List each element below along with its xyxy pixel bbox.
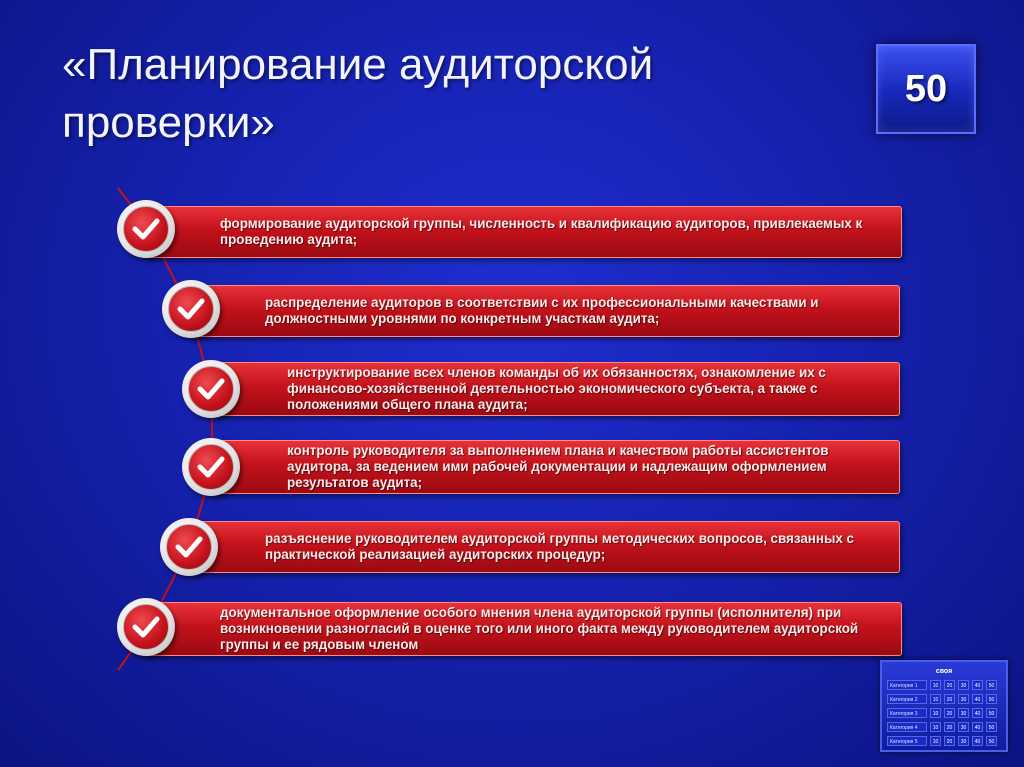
thumbnail-value: 10: [930, 680, 941, 690]
thumbnail-value: 20: [944, 694, 955, 704]
thumbnail-value: 20: [944, 736, 955, 746]
thumbnail-row: [887, 720, 1001, 734]
checkmark-icon: [162, 280, 220, 338]
list-item-bar: [145, 602, 902, 656]
thumbnail-value: 40: [972, 708, 983, 718]
list-item-text: разъяснение руководителем аудиторской группы методических вопросов, связанных с практической реализацией аудиторских процедур;: [265, 531, 854, 562]
thumbnail-category: Категория 4: [887, 722, 927, 732]
list-item-bar: [190, 285, 900, 337]
thumbnail-value: 50: [986, 722, 997, 732]
game-board-thumbnail[interactable]: [880, 660, 1008, 752]
thumbnail-row: [887, 692, 1001, 706]
thumbnail-value: 30: [958, 680, 969, 690]
timeline-line: [118, 188, 212, 670]
thumbnail-row: [887, 706, 1001, 720]
checkmark-icon: [117, 200, 175, 258]
thumbnail-value: 10: [930, 708, 941, 718]
thumbnail-row: [887, 678, 1001, 692]
thumbnail-value: 50: [986, 736, 997, 746]
thumbnail-value: 40: [972, 722, 983, 732]
checkmark-icon: [117, 598, 175, 656]
list-item-bar: [212, 440, 900, 494]
list-item-text: формирование аудиторской группы, численность и квалификацию аудиторов, привлекаемых к проведению аудита;: [220, 216, 863, 247]
thumbnail-category: Категория 2: [887, 694, 927, 704]
list-item-text: инструктирование всех членов команды об их обязанностях, ознакомление их с финансово-хозяйственной деятельностью экономического субъекта, а также с положениями общего плана аудита;: [287, 365, 826, 412]
thumbnail-category: Категория 3: [887, 708, 927, 718]
thumbnail-value: 30: [958, 708, 969, 718]
thumbnail-value: 20: [944, 680, 955, 690]
thumbnail-value: 40: [972, 680, 983, 690]
list-item-bar: [190, 521, 900, 573]
checkmark-icon: [160, 518, 218, 576]
list-item-text: контроль руководителя за выполнением плана и качеством работы ассистентов аудитора, за ведением ими рабочей документации и надлежащим оформлением результатов аудита;: [287, 443, 829, 490]
thumbnail-category: Категория 1: [887, 680, 927, 690]
slide-title: «Планирование аудиторской проверки»: [62, 40, 654, 147]
thumbnail-row: [887, 734, 1001, 748]
list-item-text: документальное оформление особого мнения члена аудиторской группы (исполнителя) при возникновении разногласий в оценке того или иного факта между руководителем аудиторской группы и ее рядовым членом: [220, 605, 859, 652]
thumbnail-category: Категория 5: [887, 736, 927, 746]
checkmark-icon: [182, 438, 240, 496]
thumbnail-value: 50: [986, 708, 997, 718]
thumbnail-value: 30: [958, 722, 969, 732]
list-item-bar: [145, 206, 902, 258]
thumbnail-value: 20: [944, 722, 955, 732]
list-item-bar: [212, 362, 900, 416]
thumbnail-header: своя: [935, 668, 953, 675]
checkmark-icon: [182, 360, 240, 418]
thumbnail-value: 10: [930, 722, 941, 732]
thumbnail-value: 40: [972, 736, 983, 746]
thumbnail-value: 10: [930, 736, 941, 746]
thumbnail-value: 50: [986, 680, 997, 690]
thumbnail-value: 30: [958, 694, 969, 704]
score-value: 50: [904, 67, 948, 110]
thumbnail-value: 50: [986, 694, 997, 704]
thumbnail-value: 20: [944, 708, 955, 718]
list-item-text: распределение аудиторов в соответствии с их профессиональными качествами и должностными уровнями по конкретным участкам аудита;: [265, 295, 819, 326]
thumbnail-value: 30: [958, 736, 969, 746]
thumbnail-value: 40: [972, 694, 983, 704]
thumbnail-value: 10: [930, 694, 941, 704]
